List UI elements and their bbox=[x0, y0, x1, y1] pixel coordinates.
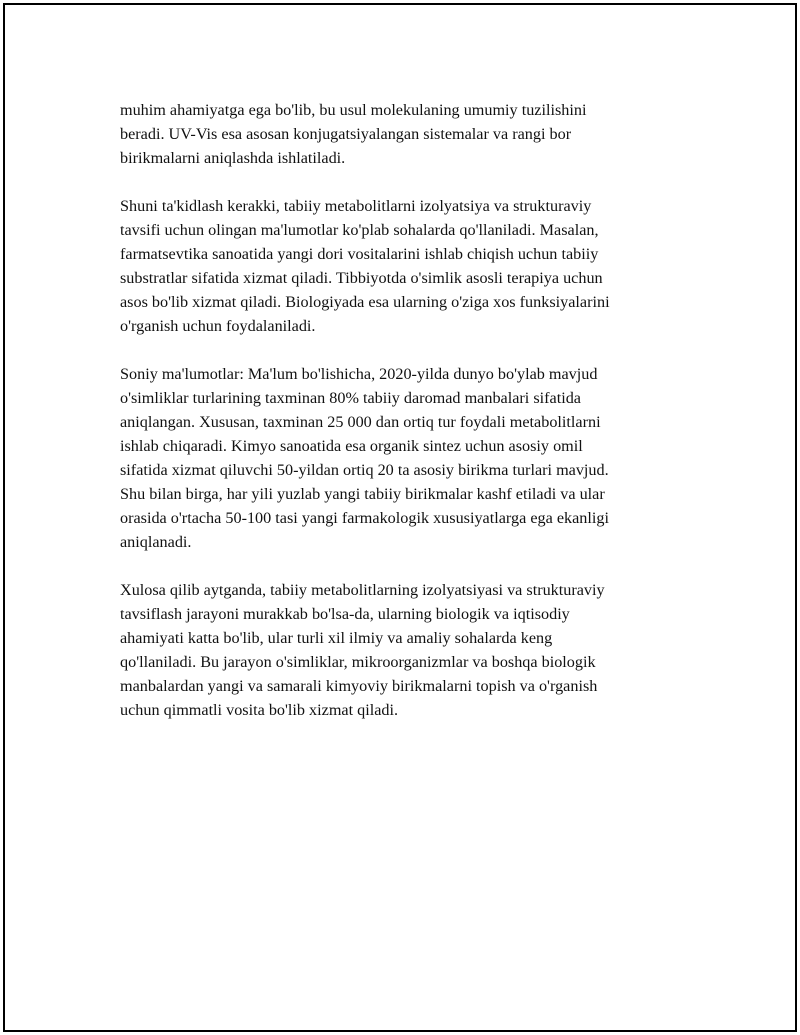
text-line: aniqlangan. Xususan, taxminan 25 000 dan ortiq tur foydali metabolitlarni bbox=[120, 413, 601, 431]
text-line: aniqlanadi. bbox=[120, 533, 192, 551]
text-line: Shu bilan birga, har yili yuzlab yangi tabiiy birikmalar kashf etiladi va ular bbox=[120, 485, 605, 503]
document-body bbox=[120, 98, 700, 722]
text-line: ahamiyati katta bo'lib, ular turli xil ilmiy va amaliy sohalarda keng bbox=[120, 629, 553, 647]
paragraph-2 bbox=[120, 194, 700, 338]
page-frame bbox=[3, 3, 797, 1032]
text-line: sifatida xizmat qiluvchi 50-yildan ortiq 20 ta asosiy birikma turlari mavjud. bbox=[120, 461, 609, 479]
text-line: tavsifi uchun olingan ma'lumotlar ko'plab sohalarda qo'llaniladi. Masalan, bbox=[120, 221, 599, 239]
text-line: o'simliklar turlarining taxminan 80% tabiiy daromad manbalari sifatida bbox=[120, 389, 581, 407]
paragraph-4 bbox=[120, 578, 700, 722]
text-line: asos bo'lib xizmat qiladi. Biologiyada esa ularning o'ziga xos funksiyalarini bbox=[120, 293, 610, 311]
text-line: tavsiflash jarayoni murakkab bo'lsa-da, ularning biologik va iqtisodiy bbox=[120, 605, 570, 623]
text-line: uchun qimmatli vosita bo'lib xizmat qiladi. bbox=[120, 701, 399, 719]
text-line: birikmalarni aniqlashda ishlatiladi. bbox=[120, 149, 346, 167]
text-line: substratlar sifatida xizmat qiladi. Tibbiyotda o'simlik asosli terapiya uchun bbox=[120, 269, 603, 287]
text-line: muhim ahamiyatga ega bo'lib, bu usul molekulaning umumiy tuzilishini bbox=[120, 101, 587, 119]
text-line: o'rganish uchun foydalaniladi. bbox=[120, 317, 316, 335]
text-line: farmatsevtika sanoatida yangi dori vositalarini ishlab chiqish uchun tabiiy bbox=[120, 245, 599, 263]
text-line: Shuni ta'kidlash kerakki, tabiiy metabolitlarni izolyatsiya va strukturaviy bbox=[120, 197, 592, 215]
text-line: beradi. UV-Vis esa asosan konjugatsiyalangan sistemalar va rangi bor bbox=[120, 125, 572, 143]
paragraph-3 bbox=[120, 362, 700, 554]
text-line: manbalardan yangi va samarali kimyoviy birikmalarni topish va o'rganish bbox=[120, 677, 598, 695]
text-line: Soniy ma'lumotlar: Ma'lum bo'lishicha, 2020-yilda dunyo bo'ylab mavjud bbox=[120, 365, 598, 383]
text-line: Xulosa qilib aytganda, tabiiy metabolitlarning izolyatsiyasi va strukturaviy bbox=[120, 581, 605, 599]
paragraph-1 bbox=[120, 98, 700, 170]
text-line: qo'llaniladi. Bu jarayon o'simliklar, mikroorganizmlar va boshqa biologik bbox=[120, 653, 596, 671]
text-line: ishlab chiqaradi. Kimyo sanoatida esa organik sintez uchun asosiy omil bbox=[120, 437, 583, 455]
text-line: orasida o'rtacha 50-100 tasi yangi farmakologik xususiyatlarga ega ekanligi bbox=[120, 509, 609, 527]
